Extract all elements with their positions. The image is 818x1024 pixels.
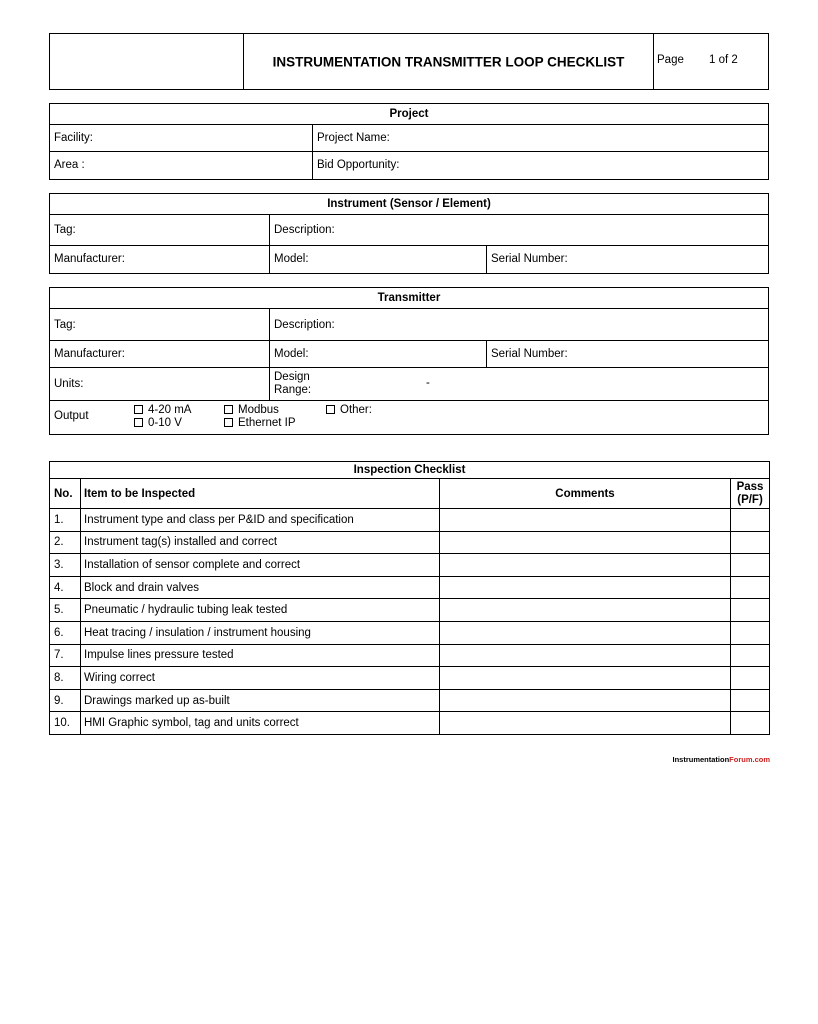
- row-comments-cell[interactable]: [440, 576, 731, 599]
- checklist-row: [50, 689, 770, 712]
- project-heading: Project: [389, 108, 429, 120]
- page-title: INSTRUMENTATION TRANSMITTER LOOP CHECKLIST: [272, 54, 625, 69]
- design-range-field[interactable]: [270, 368, 768, 400]
- checkbox-icon[interactable]: [224, 418, 233, 427]
- output-option-0-10v[interactable]: 0-10 V: [134, 417, 182, 429]
- col-item-header: Item to be Inspected: [81, 479, 440, 509]
- row-number: 4.: [50, 576, 81, 599]
- output-option-other[interactable]: Other:: [326, 404, 372, 416]
- footer-brand: InstrumentationForum.com: [672, 755, 770, 764]
- row-comments-cell[interactable]: [440, 712, 731, 735]
- row-item-text: Block and drain valves: [81, 576, 440, 599]
- checklist-row: [50, 712, 770, 735]
- instrument-model-field[interactable]: Model:: [274, 253, 309, 265]
- transmitter-model-field[interactable]: Model:: [274, 348, 309, 360]
- row-item-text: Instrument type and class per P&ID and specification: [81, 509, 440, 532]
- row-comments-cell[interactable]: [440, 554, 731, 577]
- checklist-row: [50, 576, 770, 599]
- checklist-row: [50, 554, 770, 577]
- row-pass-cell[interactable]: [731, 689, 770, 712]
- row-pass-cell[interactable]: [731, 531, 770, 554]
- checkbox-icon[interactable]: [224, 405, 233, 414]
- units-field[interactable]: Units:: [54, 378, 84, 390]
- row-comments-cell[interactable]: [440, 667, 731, 690]
- row-number: 8.: [50, 667, 81, 690]
- row-item-text: Installation of sensor complete and correct: [81, 554, 440, 577]
- checkbox-icon[interactable]: [326, 405, 335, 414]
- instrument-manufacturer-field[interactable]: Manufacturer:: [54, 253, 125, 265]
- checklist-row: [50, 644, 770, 667]
- row-comments-cell[interactable]: [440, 531, 731, 554]
- project-section: [49, 103, 769, 180]
- row-pass-cell[interactable]: [731, 712, 770, 735]
- design-range-label-2: Range:: [274, 384, 312, 396]
- project-name-field[interactable]: Project Name:: [317, 132, 390, 144]
- area-field[interactable]: Area :: [54, 159, 85, 171]
- output-option-ethernet-ip[interactable]: Ethernet IP: [224, 417, 296, 429]
- row-item-text: HMI Graphic symbol, tag and units correct: [81, 712, 440, 735]
- transmitter-section: [49, 287, 769, 435]
- transmitter-manufacturer-field[interactable]: Manufacturer:: [54, 348, 125, 360]
- row-number: 10.: [50, 712, 81, 735]
- output-row: [50, 401, 768, 434]
- instrument-heading: Instrument (Sensor / Element): [327, 198, 491, 210]
- row-comments-cell[interactable]: [440, 644, 731, 667]
- row-pass-cell[interactable]: [731, 576, 770, 599]
- checklist-row: [50, 667, 770, 690]
- checklist-row: [50, 531, 770, 554]
- header-box: [49, 33, 769, 90]
- inspection-checklist-table: [49, 461, 770, 735]
- checklist-heading: Inspection Checklist: [50, 462, 770, 479]
- checkbox-icon[interactable]: [134, 418, 143, 427]
- col-no-header: No.: [50, 479, 81, 509]
- row-pass-cell[interactable]: [731, 621, 770, 644]
- transmitter-description-field[interactable]: Description:: [274, 318, 335, 331]
- row-pass-cell[interactable]: [731, 554, 770, 577]
- row-item-text: Impulse lines pressure tested: [81, 644, 440, 667]
- instrument-section: [49, 193, 769, 274]
- design-range-label-1: Design: [274, 371, 310, 383]
- row-comments-cell[interactable]: [440, 689, 731, 712]
- checklist-row: [50, 621, 770, 644]
- row-comments-cell[interactable]: [440, 621, 731, 644]
- checklist-row: [50, 509, 770, 532]
- row-number: 5.: [50, 599, 81, 622]
- col-pass-header: Pass (P/F): [731, 479, 770, 509]
- logo-area: [50, 34, 243, 89]
- instrument-serial-field[interactable]: Serial Number:: [491, 253, 568, 265]
- instrument-tag-field[interactable]: Tag:: [54, 224, 76, 236]
- row-pass-cell[interactable]: [731, 667, 770, 690]
- row-number: 7.: [50, 644, 81, 667]
- row-item-text: Pneumatic / hydraulic tubing leak tested: [81, 599, 440, 622]
- page-number: 1 of 2: [709, 54, 738, 66]
- row-number: 2.: [50, 531, 81, 554]
- row-pass-cell[interactable]: [731, 599, 770, 622]
- output-label: Output: [54, 410, 89, 422]
- row-item-text: Wiring correct: [81, 667, 440, 690]
- transmitter-serial-field[interactable]: Serial Number:: [491, 348, 568, 360]
- page-label: Page: [657, 54, 684, 66]
- row-number: 3.: [50, 554, 81, 577]
- row-comments-cell[interactable]: [440, 509, 731, 532]
- checkbox-icon[interactable]: [134, 405, 143, 414]
- transmitter-tag-field[interactable]: Tag:: [54, 318, 76, 331]
- output-option-modbus[interactable]: Modbus: [224, 404, 279, 416]
- row-pass-cell[interactable]: [731, 509, 770, 532]
- facility-field[interactable]: Facility:: [54, 132, 93, 144]
- checklist-row: [50, 599, 770, 622]
- row-pass-cell[interactable]: [731, 644, 770, 667]
- row-item-text: Instrument tag(s) installed and correct: [81, 531, 440, 554]
- row-item-text: Heat tracing / insulation / instrument housing: [81, 621, 440, 644]
- col-comments-header: Comments: [440, 479, 731, 509]
- output-option-4-20ma[interactable]: 4-20 mA: [134, 404, 191, 416]
- row-item-text: Drawings marked up as-built: [81, 689, 440, 712]
- bid-opportunity-field[interactable]: Bid Opportunity:: [317, 159, 400, 171]
- row-number: 9.: [50, 689, 81, 712]
- row-number: 1.: [50, 509, 81, 532]
- row-comments-cell[interactable]: [440, 599, 731, 622]
- design-range-dash: -: [426, 377, 430, 389]
- row-number: 6.: [50, 621, 81, 644]
- instrument-description-field[interactable]: Description:: [274, 224, 335, 236]
- transmitter-heading: Transmitter: [377, 292, 441, 304]
